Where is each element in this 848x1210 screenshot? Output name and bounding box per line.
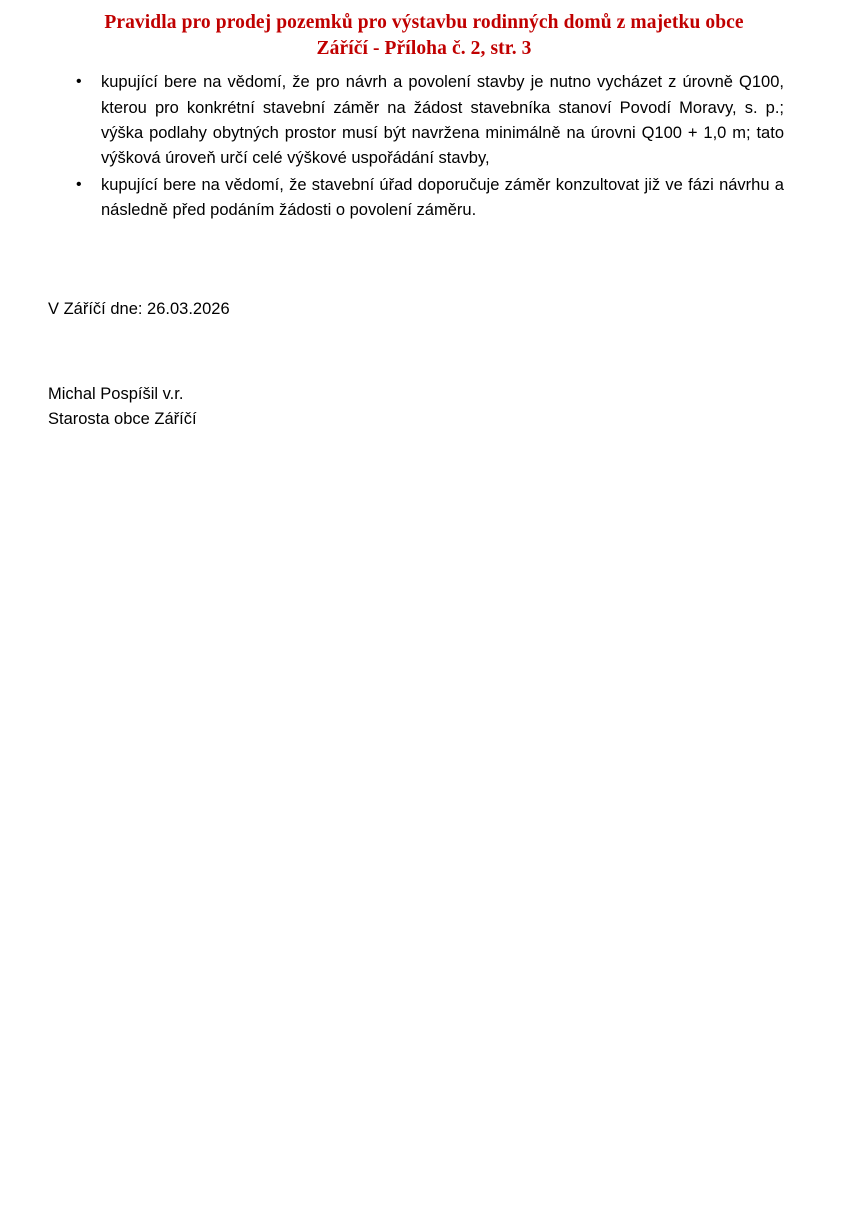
signatory-position: Starosta obce Záříčí xyxy=(48,410,197,429)
page-title xyxy=(24,10,824,61)
place-and-date: V Záříčí dne: 26.03.2026 xyxy=(48,299,230,318)
page-title-line-1: Pravidla pro prodej pozemků pro výstavbu rodinných domů z majetku obce xyxy=(104,12,744,33)
signatory-name: Michal Pospíšil v.r. xyxy=(48,384,184,403)
list-item-text: kupující bere na vědomí, že stavební úřad doporučuje záměr konzultovat již ve fázi návrhu a následně před podáním žádosti o povolení záměru. xyxy=(101,175,784,219)
list-item xyxy=(68,70,784,170)
page-title-line-2: Záříčí - Příloha č. 2, str. 3 xyxy=(316,37,532,59)
signature-block xyxy=(48,382,848,433)
bullet-icon: • xyxy=(76,73,82,91)
list-item-text: kupující bere na vědomí, že pro návrh a povolení stavby je nutno vycházet z úrovně Q100, kterou pro konkrétní stavební záměr na žádost stavebníka stanoví Povodí Moravy, s. p.; výška podlahy obytných prostor musí být navržena minimálně na úrovni Q100 + 1,0 m; tato výšková úroveň určí celé výškové uspořádání stavby, xyxy=(101,73,784,167)
document-page xyxy=(0,10,848,1210)
bullet-icon: • xyxy=(76,175,82,193)
conditions-list xyxy=(68,70,784,222)
list-item xyxy=(68,173,784,223)
